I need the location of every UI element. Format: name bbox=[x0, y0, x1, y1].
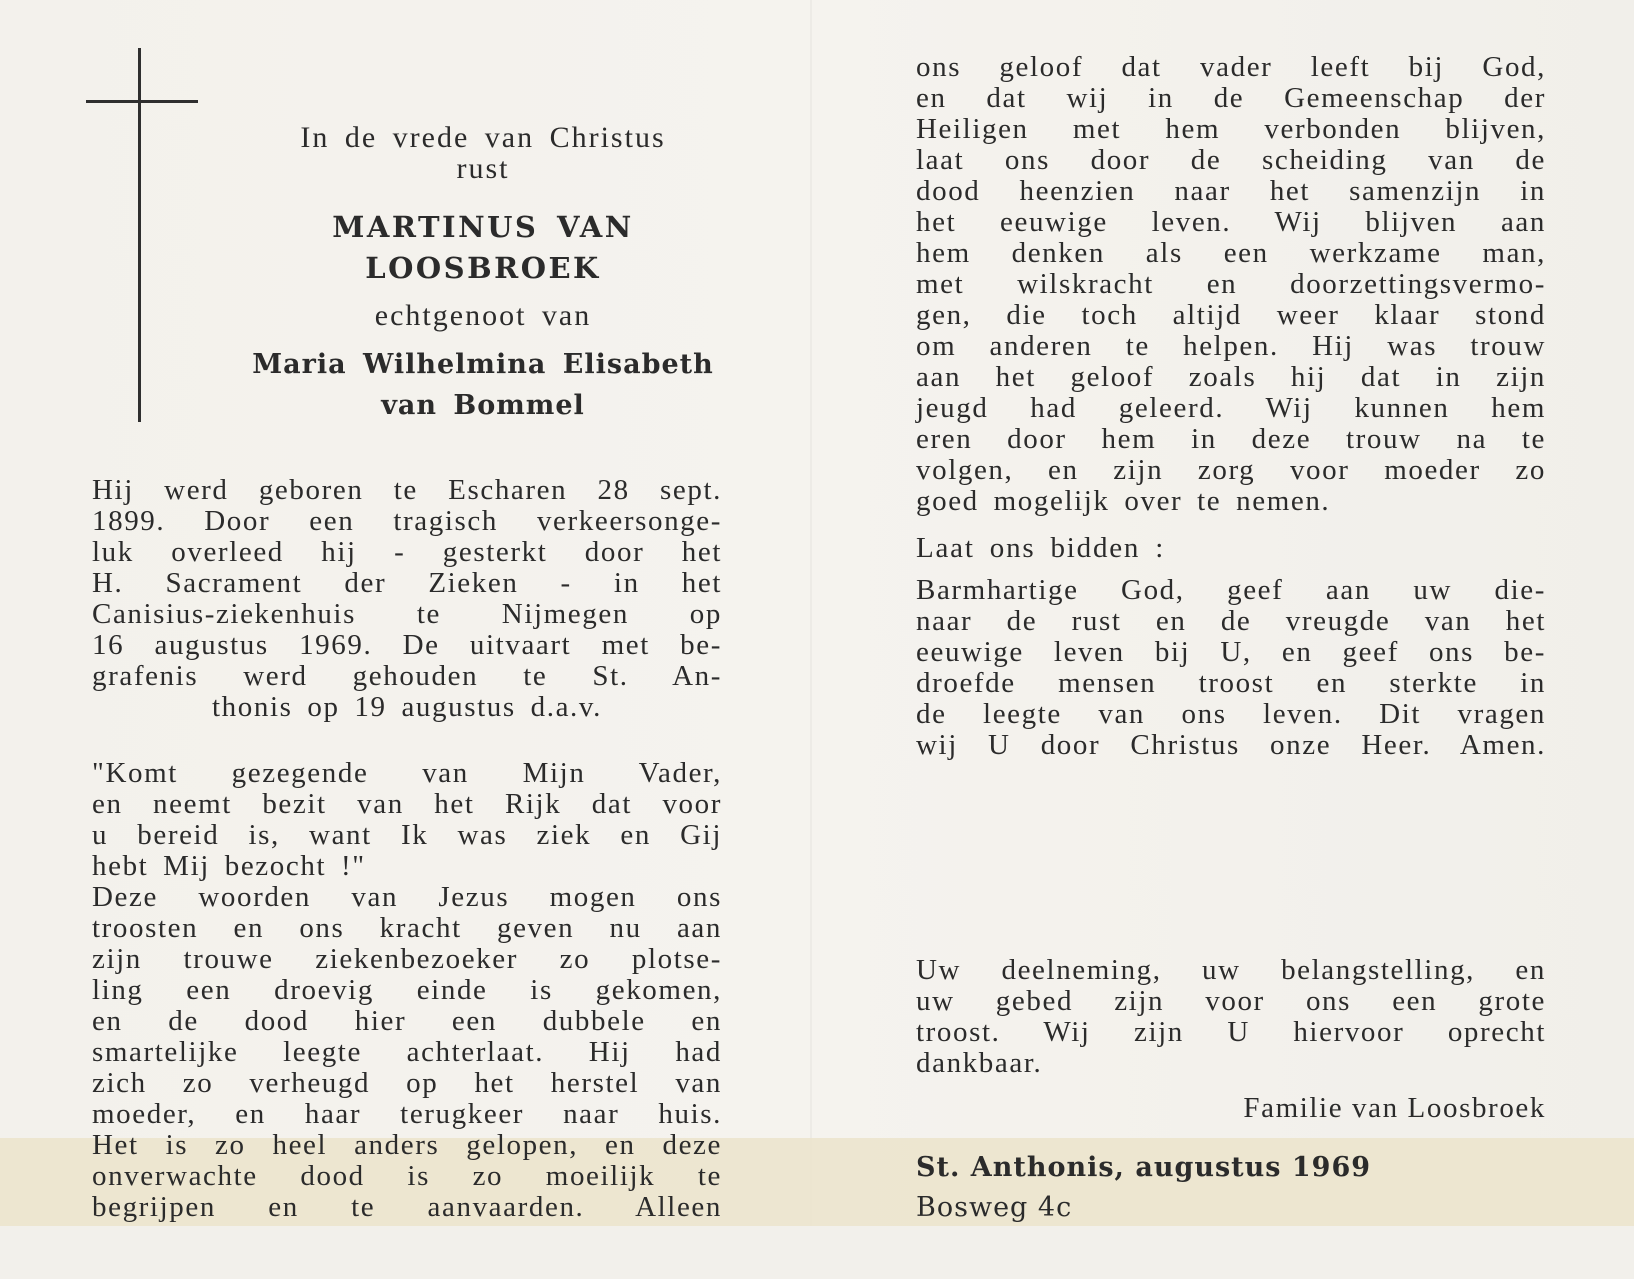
quote-paragraph bbox=[92, 758, 722, 882]
bio-line: 16 augustus 1969. De uitvaart met be- bbox=[92, 629, 722, 661]
spouse-intro-line: echtgenoot van bbox=[374, 299, 592, 332]
intro-block bbox=[236, 122, 730, 184]
reflection-line: gen, die toch altijd weer klaar stond bbox=[916, 299, 1546, 331]
thanks-line: uw gebed zijn voor ons een grote bbox=[916, 985, 1546, 1017]
bio-line: H. Sacrament der Zieken - in het bbox=[92, 567, 722, 599]
reflection-line: jeugd had geleerd. Wij kunnen hem bbox=[916, 392, 1546, 424]
spouse-intro bbox=[236, 300, 730, 331]
reflection-line: eren door hem in deze trouw na te bbox=[916, 423, 1546, 455]
thanks-line: Uw deelneming, uw belangstelling, en bbox=[916, 954, 1546, 986]
bio-line: luk overleed hij - gesterkt door het bbox=[92, 536, 722, 568]
intro-line-1: In de vrede van Christus bbox=[300, 121, 666, 154]
reflection-line: ling een droevig einde is gekomen, bbox=[92, 974, 722, 1006]
name-line-2: LOOSBROEK bbox=[365, 251, 601, 285]
bio-line: thonis op 19 augustus d.a.v. bbox=[212, 691, 602, 723]
thanks-paragraph bbox=[916, 955, 1546, 1079]
reflection-left-paragraph bbox=[92, 882, 722, 1223]
family-signature: Familie van Loosbroek bbox=[1243, 1092, 1546, 1124]
thanks-line: dankbaar. bbox=[916, 1047, 1043, 1079]
bio-line: Hij werd geboren te Escharen 28 sept. bbox=[92, 474, 722, 506]
prayer-line: Barmhartige God, geef aan uw die- bbox=[916, 574, 1546, 606]
spouse-name bbox=[236, 344, 730, 426]
reflection-line: goed mogelijk over te nemen. bbox=[916, 485, 1331, 517]
card-fold bbox=[810, 0, 812, 1279]
place-date-stamp: St. Anthonis, augustus 1969 bbox=[916, 1152, 1372, 1183]
cross-icon-vertical bbox=[138, 48, 141, 422]
reflection-line: smartelijke leegte achterlaat. Hij had bbox=[92, 1036, 722, 1068]
prayer-label-block bbox=[916, 533, 1546, 564]
reflection-line: Heiligen met hem verbonden blijven, bbox=[916, 113, 1546, 145]
reflection-line: troosten en ons kracht geven nu aan bbox=[92, 912, 722, 944]
prayer-line: droefde mensen troost en sterkte in bbox=[916, 667, 1546, 699]
bottom-margin bbox=[0, 1226, 1634, 1279]
reflection-line: moeder, en haar terugkeer naar huis. bbox=[92, 1098, 722, 1130]
quote-line: en neemt bezit van het Rijk dat voor bbox=[92, 788, 722, 820]
prayer-label: Laat ons bidden : bbox=[916, 532, 1166, 564]
reflection-line: aan het geloof zoals hij dat in zijn bbox=[916, 361, 1546, 393]
prayer-line: naar de rust en de vreugde van het bbox=[916, 605, 1546, 637]
reflection-line: hem denken als een werkzame man, bbox=[916, 237, 1546, 269]
spouse-line-2: van Bommel bbox=[381, 390, 585, 421]
reflection-line: begrijpen en te aanvaarden. Alleen bbox=[92, 1191, 722, 1223]
intro-line-2: rust bbox=[456, 152, 510, 185]
reflection-line: onverwachte dood is zo moeilijk te bbox=[92, 1160, 722, 1192]
reflection-line: ons geloof dat vader leeft bij God, bbox=[916, 51, 1546, 83]
bio-line: Canisius-ziekenhuis te Nijmegen op bbox=[92, 598, 722, 630]
reflection-line: het eeuwige leven. Wij blijven aan bbox=[916, 206, 1546, 238]
prayer-line: de leegte van ons leven. Dit vragen bbox=[916, 698, 1546, 730]
reflection-line: Deze woorden van Jezus mogen ons bbox=[92, 881, 722, 913]
quote-line: "Komt gezegende van Mijn Vader, bbox=[92, 757, 722, 789]
spouse-line-1: Maria Wilhelmina Elisabeth bbox=[252, 349, 714, 380]
reflection-line: en de dood hier een dubbele en bbox=[92, 1005, 722, 1037]
deceased-name bbox=[236, 207, 730, 289]
thanks-line: troost. Wij zijn U hiervoor oprecht bbox=[916, 1016, 1546, 1048]
reflection-line: volgen, en zijn zorg voor moeder zo bbox=[916, 454, 1546, 486]
reflection-line: laat ons door de scheiding van de bbox=[916, 144, 1546, 176]
biography-paragraph bbox=[92, 475, 722, 723]
bio-line: grafenis werd gehouden te St. An- bbox=[92, 660, 722, 692]
prayer-paragraph bbox=[916, 575, 1546, 761]
reflection-right-paragraph bbox=[916, 52, 1546, 517]
reflection-line: zijn trouwe ziekenbezoeker zo plotse- bbox=[92, 943, 722, 975]
quote-line: hebt Mij bezocht !" bbox=[92, 850, 366, 882]
bio-line: 1899. Door een tragisch verkeersonge- bbox=[92, 505, 722, 537]
reflection-line: met wilskracht en doorzettingsvermo- bbox=[916, 268, 1546, 300]
reflection-line: zich zo verheugd op het herstel van bbox=[92, 1067, 722, 1099]
reflection-line: om anderen te helpen. Hij was trouw bbox=[916, 330, 1546, 362]
reflection-line: Het is zo heel anders gelopen, en deze bbox=[92, 1129, 722, 1161]
prayer-line: eeuwige leven bij U, en geef ons be- bbox=[916, 636, 1546, 668]
reflection-line: dood heenzien naar het samenzijn in bbox=[916, 175, 1546, 207]
cross-icon-horizontal bbox=[86, 100, 198, 103]
reflection-line: en dat wij in de Gemeenschap der bbox=[916, 82, 1546, 114]
quote-line: u bereid is, want Ik was ziek en Gij bbox=[92, 819, 722, 851]
prayer-line: wij U door Christus onze Heer. Amen. bbox=[916, 729, 1546, 761]
name-line-1: MARTINUS VAN bbox=[332, 210, 634, 244]
address-stamp: Bosweg 4c bbox=[916, 1192, 1073, 1223]
